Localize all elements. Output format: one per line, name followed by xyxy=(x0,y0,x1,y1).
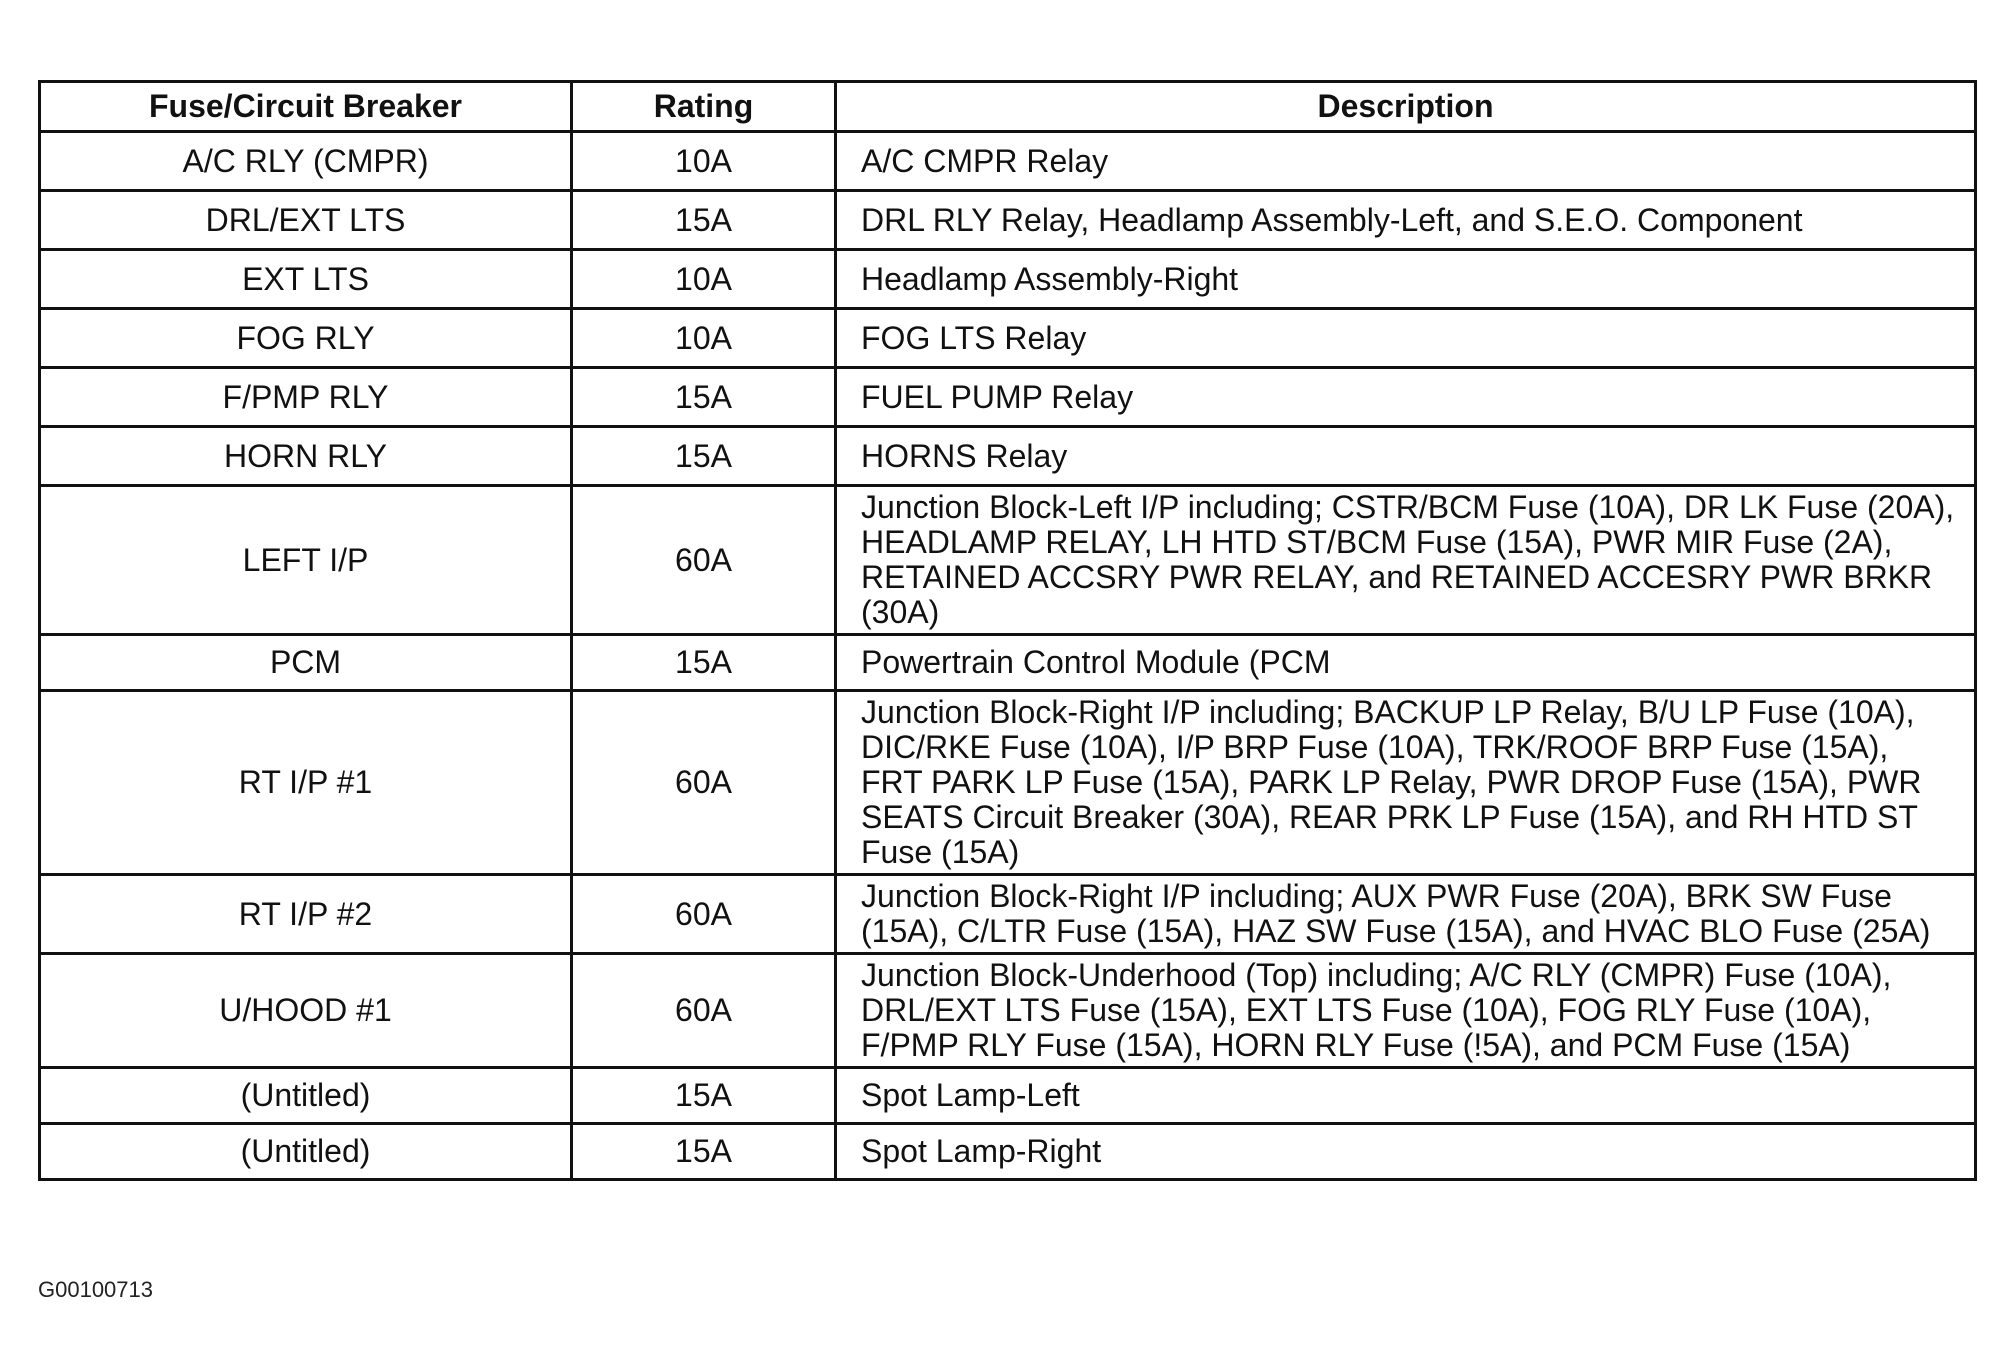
fuse-table xyxy=(38,80,1977,1181)
description-cell: FUEL PUMP Relay xyxy=(836,368,1976,427)
rating-cell: 15A xyxy=(572,427,836,486)
header-rating: Rating xyxy=(572,82,836,132)
table-row xyxy=(40,691,1976,875)
figure-id: G00100713 xyxy=(38,1277,153,1302)
description-cell: Spot Lamp-Left xyxy=(836,1068,1976,1124)
rating-cell: 60A xyxy=(572,954,836,1068)
header-fuse: Fuse/Circuit Breaker xyxy=(40,82,572,132)
fuse-cell: LEFT I/P xyxy=(40,486,572,635)
description-cell: A/C CMPR Relay xyxy=(836,132,1976,191)
rating-cell: 15A xyxy=(572,635,836,691)
table-row xyxy=(40,954,1976,1068)
table-row xyxy=(40,132,1976,191)
description-cell: Junction Block-Underhood (Top) including; A/C RLY (CMPR) Fuse (10A), DRL/EXT LTS Fuse (15A), EXT LTS Fuse (10A), FOG RLY Fuse (10A), F/PMP RLY Fuse (15A), HORN RLY Fuse (!5A), and PCM Fuse (15A) xyxy=(836,954,1976,1068)
description-cell: Junction Block-Right I/P including; AUX PWR Fuse (20A), BRK SW Fuse (15A), C/LTR Fuse (15A), HAZ SW Fuse (15A), and HVAC BLO Fuse (25A) xyxy=(836,875,1976,954)
table-row xyxy=(40,250,1976,309)
rating-cell: 60A xyxy=(572,875,836,954)
description-cell: Junction Block-Right I/P including; BACKUP LP Relay, B/U LP Fuse (10A), DIC/RKE Fuse (10A), I/P BRP Fuse (10A), TRK/ROOF BRP Fuse (15A), FRT PARK LP Fuse (15A), PARK LP Relay, PWR DROP Fuse (15A), PWR SEATS Circuit Breaker (30A), REAR PRK LP Fuse (15A), and RH HTD ST Fuse (15A) xyxy=(836,691,1976,875)
table-row xyxy=(40,1124,1976,1180)
fuse-cell: FOG RLY xyxy=(40,309,572,368)
fuse-cell: RT I/P #1 xyxy=(40,691,572,875)
rating-cell: 15A xyxy=(572,191,836,250)
table-row xyxy=(40,191,1976,250)
rating-cell: 10A xyxy=(572,250,836,309)
fuse-cell: RT I/P #2 xyxy=(40,875,572,954)
fuse-cell: EXT LTS xyxy=(40,250,572,309)
table-row xyxy=(40,1068,1976,1124)
rating-cell: 15A xyxy=(572,1124,836,1180)
table-row xyxy=(40,309,1976,368)
table-row xyxy=(40,486,1976,635)
fuse-cell: F/PMP RLY xyxy=(40,368,572,427)
rating-cell: 15A xyxy=(572,1068,836,1124)
fuse-cell: DRL/EXT LTS xyxy=(40,191,572,250)
description-cell: FOG LTS Relay xyxy=(836,309,1976,368)
table-row xyxy=(40,875,1976,954)
description-cell: DRL RLY Relay, Headlamp Assembly-Left, and S.E.O. Component xyxy=(836,191,1976,250)
description-cell: HORNS Relay xyxy=(836,427,1976,486)
fuse-cell: A/C RLY (CMPR) xyxy=(40,132,572,191)
header-description: Description xyxy=(836,82,1976,132)
description-cell: Spot Lamp-Right xyxy=(836,1124,1976,1180)
fuse-cell: PCM xyxy=(40,635,572,691)
rating-cell: 60A xyxy=(572,691,836,875)
table-row xyxy=(40,368,1976,427)
fuse-cell: U/HOOD #1 xyxy=(40,954,572,1068)
fuse-cell: (Untitled) xyxy=(40,1068,572,1124)
table-row xyxy=(40,427,1976,486)
fuse-cell: (Untitled) xyxy=(40,1124,572,1180)
rating-cell: 60A xyxy=(572,486,836,635)
description-cell: Powertrain Control Module (PCM xyxy=(836,635,1976,691)
table-header-row xyxy=(40,82,1976,132)
rating-cell: 15A xyxy=(572,368,836,427)
description-cell: Headlamp Assembly-Right xyxy=(836,250,1976,309)
rating-cell: 10A xyxy=(572,132,836,191)
table-row xyxy=(40,635,1976,691)
description-cell: Junction Block-Left I/P including; CSTR/BCM Fuse (10A), DR LK Fuse (20A), HEADLAMP RELAY, LH HTD ST/BCM Fuse (15A), PWR MIR Fuse (2A), RETAINED ACCSRY PWR RELAY, and RETAINED ACCESRY PWR BRKR (30A) xyxy=(836,486,1976,635)
fuse-cell: HORN RLY xyxy=(40,427,572,486)
rating-cell: 10A xyxy=(572,309,836,368)
